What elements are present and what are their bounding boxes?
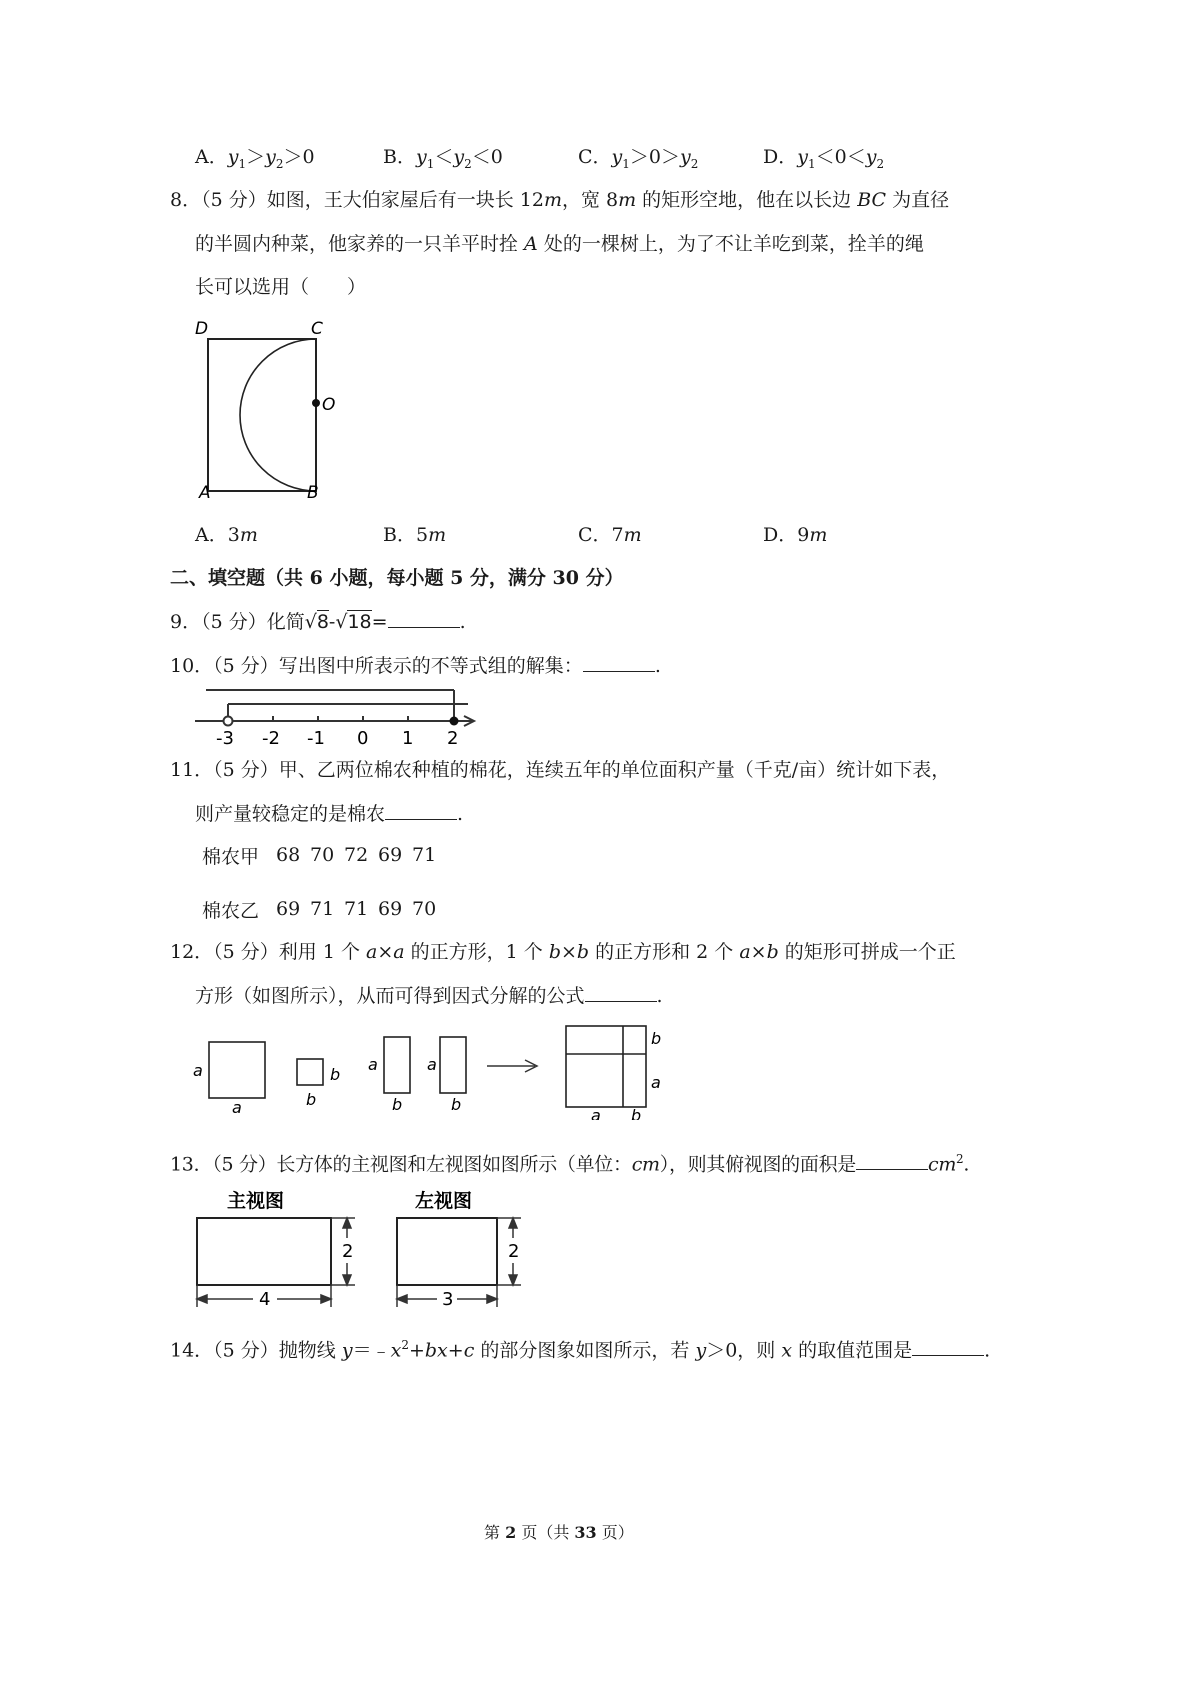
table-cell: 69 bbox=[378, 898, 403, 920]
q12-line-2: 方形（如图所示），从而可得到因式分解的公式 . bbox=[195, 985, 663, 1007]
sqrt-8: √8 bbox=[304, 611, 329, 633]
q8-line-1: 8．（5 分）如图，王大伯家屋后有一块长 12m，宽 8m 的矩形空地，他在以长边 BC 为直径 bbox=[170, 189, 950, 211]
q13-views-figure bbox=[185, 1183, 530, 1313]
label-a: a bbox=[591, 1106, 601, 1120]
tick-label: -2 bbox=[262, 728, 280, 746]
q10: 10．（5 分）写出图中所表示的不等式组的解集： . bbox=[170, 655, 661, 677]
table-cell: 72 bbox=[344, 844, 369, 866]
q12-line-1: 12．（5 分）利用 1 个 a×a 的正方形，1 个 b×b 的正方形和 2 个 a×b 的矩形可拼成一个正 bbox=[170, 941, 956, 963]
label-b: b bbox=[392, 1095, 403, 1114]
row-header: 棉农乙 bbox=[202, 899, 260, 922]
table-cell: 70 bbox=[310, 844, 335, 866]
table-row bbox=[202, 828, 446, 882]
q8-option-a: A．3m bbox=[195, 524, 258, 546]
tick-label: 1 bbox=[402, 728, 414, 746]
answer-blank bbox=[388, 609, 460, 628]
answer-blank bbox=[583, 653, 655, 672]
label-a: A bbox=[199, 483, 211, 503]
label-b: b bbox=[330, 1065, 341, 1084]
label-b: b bbox=[306, 1090, 317, 1109]
q10-number-line bbox=[190, 684, 480, 746]
answer-blank bbox=[385, 801, 457, 820]
q8-line-2: 的半圆内种菜，他家养的一只羊平时拴 A 处的一棵树上，为了不让羊吃到菜，拴羊的绳 bbox=[195, 233, 924, 255]
label-b: b bbox=[651, 1029, 662, 1048]
answer-blank bbox=[856, 1151, 928, 1170]
section-2-title: 二、填空题（共 6 小题，每小题 5 分，满分 30 分） bbox=[170, 567, 624, 589]
tick-label: 0 bbox=[357, 728, 369, 746]
q7-option-d: D．$y_1<0<y_2$ bbox=[763, 146, 885, 171]
front-height-label: 2 bbox=[342, 1241, 354, 1262]
tick-label: 2 bbox=[447, 728, 459, 746]
table-cell: 69 bbox=[378, 844, 403, 866]
label-a: a bbox=[368, 1055, 378, 1074]
q12-square-figure bbox=[185, 1020, 675, 1120]
q7-option-c: C．$y_1>0>y_2$ bbox=[578, 146, 699, 171]
q7-option-a: A．$y_1>y_2>0$ bbox=[195, 146, 315, 171]
table-row bbox=[202, 882, 446, 936]
label-a: a bbox=[232, 1098, 242, 1117]
tick-label: -1 bbox=[307, 728, 325, 746]
label-b: b bbox=[631, 1106, 642, 1120]
q13: 13．（5 分）长方体的主视图和左视图如图所示（单位：cm），则其俯视图的面积是 $cm^2$. bbox=[170, 1152, 970, 1176]
left-height-label: 2 bbox=[508, 1241, 520, 1262]
answer-blank bbox=[585, 983, 657, 1002]
q11-line-1: 11．（5 分）甲、乙两位棉农种植的棉花，连续五年的单位面积产量（千克/亩）统计如下表， bbox=[170, 759, 951, 781]
label-o: O bbox=[322, 395, 336, 415]
table-cell: 68 bbox=[276, 844, 301, 866]
q11-yield-table bbox=[202, 828, 446, 936]
table-cell: 71 bbox=[310, 898, 335, 920]
tick-label: -3 bbox=[216, 728, 234, 746]
left-view-title: 左视图 bbox=[415, 1190, 473, 1212]
left-width-label: 3 bbox=[442, 1289, 454, 1310]
table-cell: 71 bbox=[344, 898, 369, 920]
label-b: b bbox=[451, 1095, 462, 1114]
label-a: a bbox=[427, 1055, 437, 1074]
sqrt-18: √18 bbox=[335, 611, 372, 633]
row-header: 棉农甲 bbox=[202, 845, 260, 868]
q8-rectangle-figure bbox=[185, 312, 355, 507]
q11-line-2: 则产量较稳定的是棉农 . bbox=[195, 803, 464, 825]
label-a: a bbox=[651, 1073, 661, 1092]
q8-option-d: D．9m bbox=[763, 524, 828, 546]
q7-option-b: B．$y_1<y_2<0$ bbox=[383, 146, 503, 171]
q14: 14．（5 分）抛物线 $y=﹣x^2+bx+c$ 的部分图象如图所示，若 y＞0，则 x 的取值范围是 . bbox=[170, 1338, 991, 1362]
label-d: D bbox=[195, 319, 209, 339]
front-width-label: 4 bbox=[259, 1289, 271, 1310]
table-cell: 70 bbox=[412, 898, 437, 920]
q8-option-b: B．5m bbox=[383, 524, 447, 546]
label-c: C bbox=[311, 319, 323, 339]
page-footer: 第 2 页（共 33 页） bbox=[484, 1523, 634, 1542]
label-a: a bbox=[193, 1061, 203, 1080]
table-cell: 69 bbox=[276, 898, 301, 920]
q8-option-c: C．7m bbox=[578, 524, 642, 546]
q9: 9．（5 分）化简√8‐√18= . bbox=[170, 611, 466, 633]
table-cell: 71 bbox=[412, 844, 437, 866]
front-view-title: 主视图 bbox=[227, 1190, 285, 1212]
label-b: B bbox=[307, 483, 319, 503]
answer-blank bbox=[912, 1337, 984, 1356]
q8-line-3: 长可以选用（ ） bbox=[195, 276, 367, 298]
